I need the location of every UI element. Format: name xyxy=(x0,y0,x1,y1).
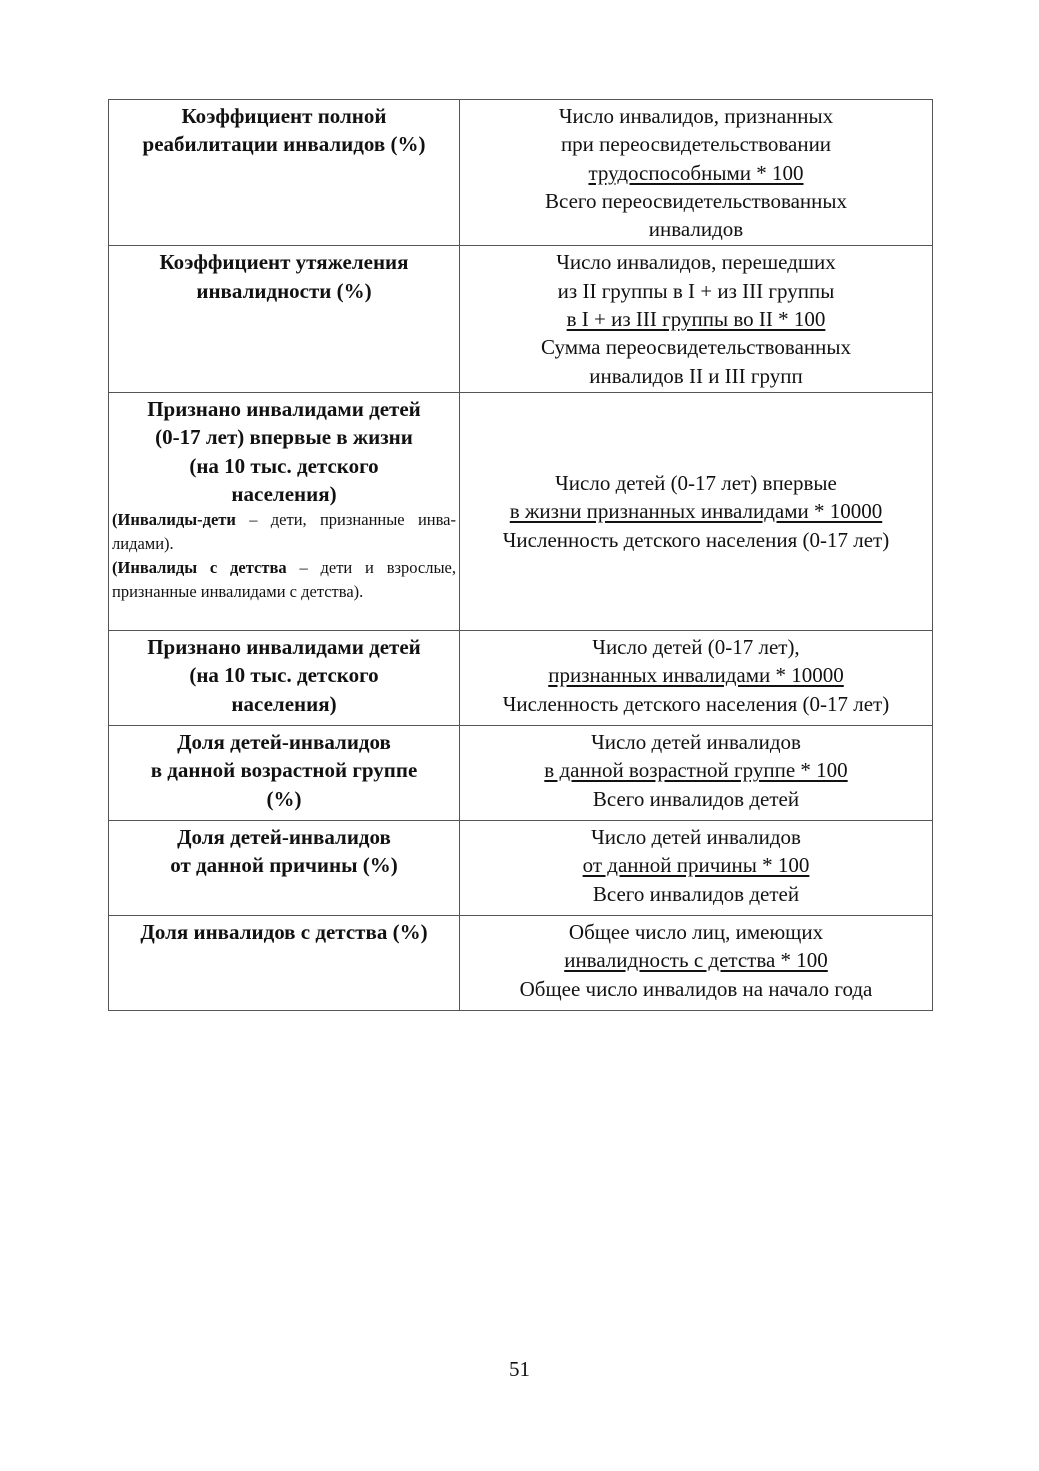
indicator-name-cell xyxy=(109,630,460,725)
table-row xyxy=(109,820,933,915)
formula-numerator-line: при переосвидетельствовании xyxy=(560,132,832,157)
indicator-name-line: реабилитации инвалидов (%) xyxy=(142,132,426,157)
table-row xyxy=(109,392,933,630)
formula-underlined-line: признанных инвалидами * 10000 xyxy=(548,663,844,688)
indicator-name-cell xyxy=(109,100,460,246)
indicator-name-line: Коэффициент утяжеления xyxy=(159,250,409,275)
formula-denominator-line: инвалидов xyxy=(648,217,744,242)
indicator-name-line: населения) xyxy=(231,481,337,506)
indicator-name-line: Признано инвалидами детей xyxy=(147,396,421,421)
formula-underlined-line: в жизни признанных инвалидами * 10000 xyxy=(509,499,883,524)
formula-cell xyxy=(460,915,933,1010)
formula-numerator-line: из II группы в I + из III группы xyxy=(557,278,835,303)
formula-denominator-line: Общее число инвалидов на начало года xyxy=(519,976,873,1001)
formula-denominator-line: инвалидов II и III групп xyxy=(589,363,803,388)
indicator-name-cell xyxy=(109,392,460,630)
formula-underlined-line: трудоспособными * 100 xyxy=(588,160,804,185)
formula-underlined-line: от данной причины * 100 xyxy=(582,853,810,878)
table-row xyxy=(109,915,933,1010)
indicator-name-line: (на 10 тыс. детского xyxy=(189,663,379,688)
definition-text: – дети и взрослые, признанные инвалидами с детства). xyxy=(112,558,456,602)
indicator-name-line: Признано инвалидами детей xyxy=(147,634,421,659)
definition-note xyxy=(112,508,456,556)
indicator-name-line: населения) xyxy=(231,691,337,716)
formula-denominator-line: Сумма переосвидетельствованных xyxy=(541,335,851,360)
indicator-name-line: от данной причины (%) xyxy=(170,853,398,878)
formula-denominator-line: Всего инвалидов детей xyxy=(592,786,800,811)
formula-underlined-line: в I + из III группы во II * 100 xyxy=(566,307,826,332)
indicator-name-line: Доля детей-инвалидов xyxy=(177,729,391,754)
indicator-name-line: Доля инвалидов с детства (%) xyxy=(140,919,428,944)
formula-numerator-line: Число детей (0-17 лет), xyxy=(592,634,800,659)
formula-cell xyxy=(460,725,933,820)
formula-numerator-line: Число инвалидов, признанных xyxy=(558,104,834,128)
indicator-name-cell xyxy=(109,915,460,1010)
formula-cell xyxy=(460,100,933,246)
page-number: 51 xyxy=(509,1357,530,1381)
formula-cell xyxy=(460,820,933,915)
indicator-name-line: инвалидности (%) xyxy=(196,278,372,303)
table-row xyxy=(109,725,933,820)
indicator-name-cell xyxy=(109,246,460,392)
indicator-name-cell xyxy=(109,725,460,820)
indicator-name-line: в данной возрастной группе xyxy=(150,758,418,783)
indicator-name-line: (%) xyxy=(266,786,302,811)
formula-denominator-line: Численность детского населения (0-17 лет) xyxy=(502,527,890,552)
definition-text: – дети, признанные инва-лидами). xyxy=(112,510,456,554)
formula-denominator-line: Численность детского населения (0-17 лет) xyxy=(502,691,890,716)
table-row xyxy=(109,246,933,392)
formula-numerator-line: Число инвалидов, перешедших xyxy=(556,250,836,275)
definition-term: (Инвалиды с детства xyxy=(112,558,287,578)
formula-numerator-line: Общее число лиц, имеющих xyxy=(568,919,824,944)
indicator-name-line: (на 10 тыс. детского xyxy=(189,453,379,478)
indicator-name-cell xyxy=(109,820,460,915)
definition-term: (Инвалиды-дети xyxy=(112,510,236,530)
table-row xyxy=(109,630,933,725)
formula-underlined-line: инвалидность с детства * 100 xyxy=(564,948,828,973)
table-row xyxy=(109,100,933,246)
formula-cell xyxy=(460,246,933,392)
definition-note xyxy=(112,556,456,604)
formula-numerator-line: Число детей (0-17 лет) впервые xyxy=(555,471,837,496)
formula-denominator-line: Всего инвалидов детей xyxy=(592,881,800,906)
formula-cell xyxy=(460,392,933,630)
indicator-name-line: (0-17 лет) впервые в жизни xyxy=(155,425,413,450)
indicator-name-line: Доля детей-инвалидов xyxy=(177,824,391,849)
formula-numerator-line: Число детей инвалидов xyxy=(591,824,801,849)
indicator-table xyxy=(108,99,933,1011)
formula-cell xyxy=(460,630,933,725)
formula-denominator-line: Всего переосвидетельствованных xyxy=(545,188,847,213)
indicator-name-line: Коэффициент полной xyxy=(181,104,387,128)
formula-underlined-line: в данной возрастной группе * 100 xyxy=(544,758,848,783)
formula-numerator-line: Число детей инвалидов xyxy=(591,729,801,754)
